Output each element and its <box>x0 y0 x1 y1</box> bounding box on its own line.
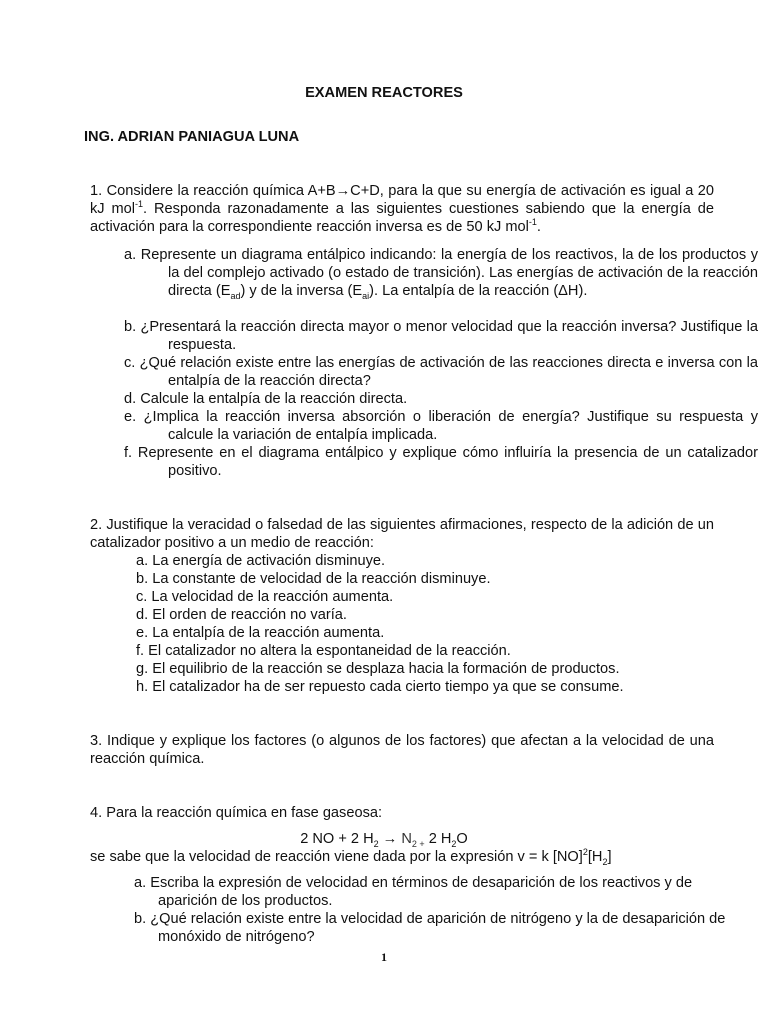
q4-intro: 4. Para la reacción química en fase gaseosa: <box>90 805 383 821</box>
q4-item-b: b. ¿Qué relación existe entre la velocidad de aparición de nitrógeno y la de desaparición de monóxido de nitrógeno? <box>134 911 726 945</box>
q4-item-a: a. Escriba la expresión de velocidad en términos de desaparición de los reactivos y de aparición de los productos. <box>134 875 693 909</box>
page-number: 1 <box>381 950 387 964</box>
chemical-equation: 2 NO + 2 $H_2 \to N_{2 +}$ 2 $H_2O$ <box>300 831 468 849</box>
q2-item-h: h. El catalizador ha de ser repuesto cada cierto tiempo ya que se consume. <box>136 679 624 695</box>
q1-item-e: e. ¿Implica la reacción inversa absorción o liberación de energía? Justifique su respuesta y calcule la variación de entalpía implicada. <box>124 409 758 443</box>
q3-text: 3. Indique y explique los factores (o algunos de los factores) que afectan a la velocidad de una reacción química. <box>90 733 714 767</box>
author-name: ING. ADRIAN PANIAGUA LUNA <box>84 129 300 145</box>
q2-item-g: g. El equilibrio de la reacción se desplaza hacia la formación de productos. <box>136 661 620 677</box>
q2-item-c: c. La velocidad de la reacción aumenta. <box>136 589 394 605</box>
document-title: EXAMEN REACTORES <box>305 85 463 101</box>
q2-item-b: b. La constante de velocidad de la reacción disminuye. <box>136 571 491 587</box>
q2-item-e: e. La entalpía de la reacción aumenta. <box>136 625 385 641</box>
q2-intro: 2. Justifique la veracidad o falsedad de las siguientes afirmaciones, respecto de la adición de un catalizador positivo a un medio de reacción: <box>90 517 714 551</box>
q1-item-b: b. ¿Presentará la reacción directa mayor o menor velocidad que la reacción inversa? Justifique la respuesta. <box>124 319 758 353</box>
q1-item-d: d. Calcule la entalpía de la reacción directa. <box>124 391 408 407</box>
q2-item-f: f. El catalizador no altera la espontaneidad de la reacción. <box>136 643 511 659</box>
q2-item-d: d. El orden de reacción no varía. <box>136 607 347 623</box>
q1-item-c: c. ¿Qué relación existe entre las energías de activación de las reacciones directa e inversa con la entalpía de la reacción directa? <box>124 355 758 389</box>
rate-expression: se sabe que la velocidad de reacción viene dada por la expresión v = k $[NO]^2[H_2]$ <box>90 847 612 867</box>
q1-item-a: a. Represente un diagrama entálpico indicando: la energía de los reactivos, la de los productos y la del complejo activado (o estado de transición). Las energías de activación de la reacción directa $(E_{ad})$ y de la inversa $(E_{ai})$. La entalpía de la reacción (ΔH). <box>124 247 758 301</box>
q1-item-f: f. Represente en el diagrama entálpico y explique cómo influiría la presencia de un catalizador positivo. <box>124 445 758 479</box>
q1-intro: 1. Considere la reacción química A+B→C+D, para la que su energía de activación es igual a 20 kJ mol$^{-1}$. Responda razonadamente a las siguientes cuestiones sabiendo que la energía de activación para la correspondiente reacción inversa es de 50 kJ mol$^{-1}$. <box>90 183 714 235</box>
q2-item-a: a. La energía de activación disminuye. <box>136 553 386 569</box>
